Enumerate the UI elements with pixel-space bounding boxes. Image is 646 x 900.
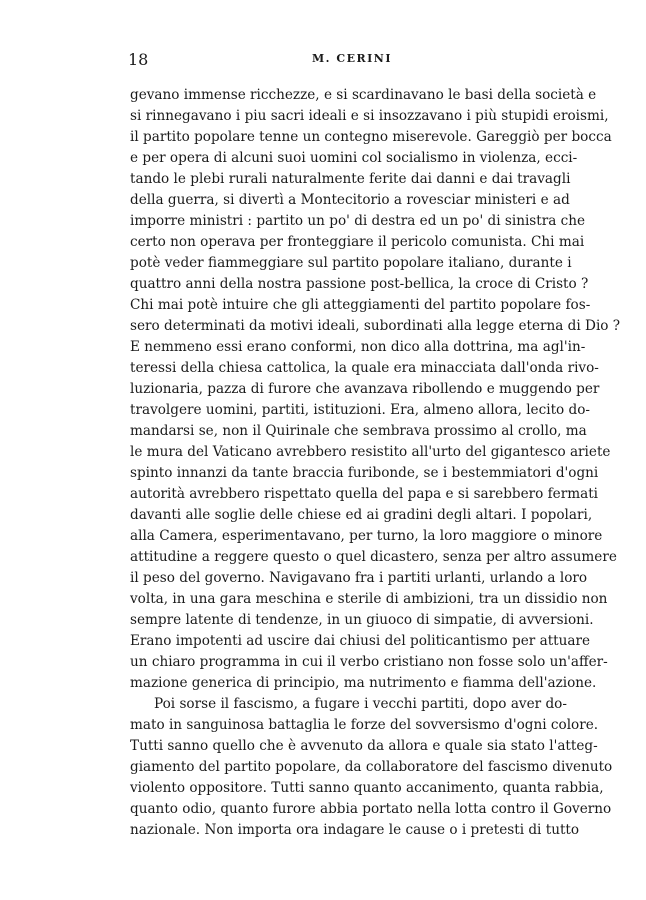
text-line: Erano impotenti ad uscire dai chiusi del politicantismo per attuare <box>130 633 591 649</box>
text-line: gevano immense ricchezze, e si scardinavano le basi della società e <box>130 87 597 103</box>
text-line: teressi della chiesa cattolica, la quale era minacciata dall'onda rivo- <box>130 360 599 376</box>
text-line: spinto innanzi da tante braccia furibonde, se i bestemmiatori d'ogni <box>130 465 599 481</box>
text-line: sero determinati da motivi ideali, subordinati alla legge eterna di Dio ? <box>130 318 621 334</box>
text-line: un chiaro programma in cui il verbo cristiano non fosse solo un'affer- <box>130 654 608 670</box>
page-number: 18 <box>128 50 149 69</box>
running-header <box>0 50 646 72</box>
text-line: Tutti sanno quello che è avvenuto da allora e quale sia stato l'atteg- <box>130 738 598 754</box>
text-line: sempre latente di tendenze, in un giuoco di simpatie, di avversioni. <box>130 612 594 628</box>
text-line: quattro anni della nostra passione post-bellica, la croce di Cristo ? <box>130 276 589 292</box>
text-line: mazione generica di principio, ma nutrimento e fiamma dell'azione. <box>130 675 597 691</box>
text-line: giamento del partito popolare, da collaboratore del fascismo divenuto <box>130 759 613 775</box>
text-line: Poi sorse il fascismo, a fugare i vecchi partiti, dopo aver do- <box>154 696 567 712</box>
text-line: travolgere uomini, partiti, istituzioni. Era, almeno allora, lecito do- <box>130 402 591 418</box>
text-line: Chi mai potè intuire che gli atteggiamenti del partito popolare fos- <box>130 297 591 313</box>
text-line: certo non operava per fronteggiare il pericolo comunista. Chi mai <box>130 234 585 250</box>
text-line: mandarsi se, non il Quirinale che sembrava prossimo al crollo, ma <box>130 423 587 439</box>
text-line: si rinnegavano i piu sacri ideali e si insozzavano i più stupidi eroismi, <box>130 108 609 124</box>
text-line: nazionale. Non importa ora indagare le cause o i pretesti di tutto <box>130 822 580 838</box>
text-line: mato in sanguinosa battaglia le forze del sovversismo d'ogni colore. <box>130 717 599 733</box>
text-line: quanto odio, quanto furore abbia portato nella lotta contro il Governo <box>130 801 612 817</box>
text-line: il peso del governo. Navigavano fra i partiti urlanti, urlando a loro <box>130 570 588 586</box>
text-line: le mura del Vaticano avrebbero resistito all'urto del gigantesco ariete <box>130 444 611 460</box>
text-line: potè veder fiammeggiare sul partito popolare italiano, durante i <box>130 255 572 271</box>
text-line: E nemmeno essi erano conformi, non dico alla dottrina, ma agl'in- <box>130 339 586 355</box>
text-line: violento oppositore. Tutti sanno quanto accanimento, quanta rabbia, <box>130 780 604 796</box>
text-line: e per opera di alcuni suoi uomini col socialismo in violenza, ecci- <box>130 150 578 166</box>
running-title: M. CERINI <box>312 52 392 65</box>
text-line: della guerra, si divertì a Montecitorio a rovesciar ministeri e ad <box>130 192 570 208</box>
text-line: alla Camera, esperimentavano, per turno, la loro maggiore o minore <box>130 528 603 544</box>
text-line: tando le plebi rurali naturalmente ferite dai danni e dai travagli <box>130 171 571 187</box>
text-line: volta, in una gara meschina e sterile di ambizioni, tra un dissidio non <box>130 591 608 607</box>
text-line: davanti alle soglie delle chiese ed ai gradini degli altari. I popolari, <box>130 507 593 523</box>
body-text <box>130 85 621 841</box>
text-line: attitudine a reggere questo o quel dicastero, senza per altro assumere <box>130 549 617 565</box>
text-line: il partito popolare tenne un contegno miserevole. Gareggiò per bocca <box>130 129 612 145</box>
text-line: imporre ministri : partito un po' di destra ed un po' di sinistra che <box>130 213 586 229</box>
text-line: autorità avrebbero rispettato quella del papa e si sarebbero fermati <box>130 486 599 502</box>
text-line: luzionaria, pazza di furore che avanzava ribollendo e muggendo per <box>130 381 600 397</box>
